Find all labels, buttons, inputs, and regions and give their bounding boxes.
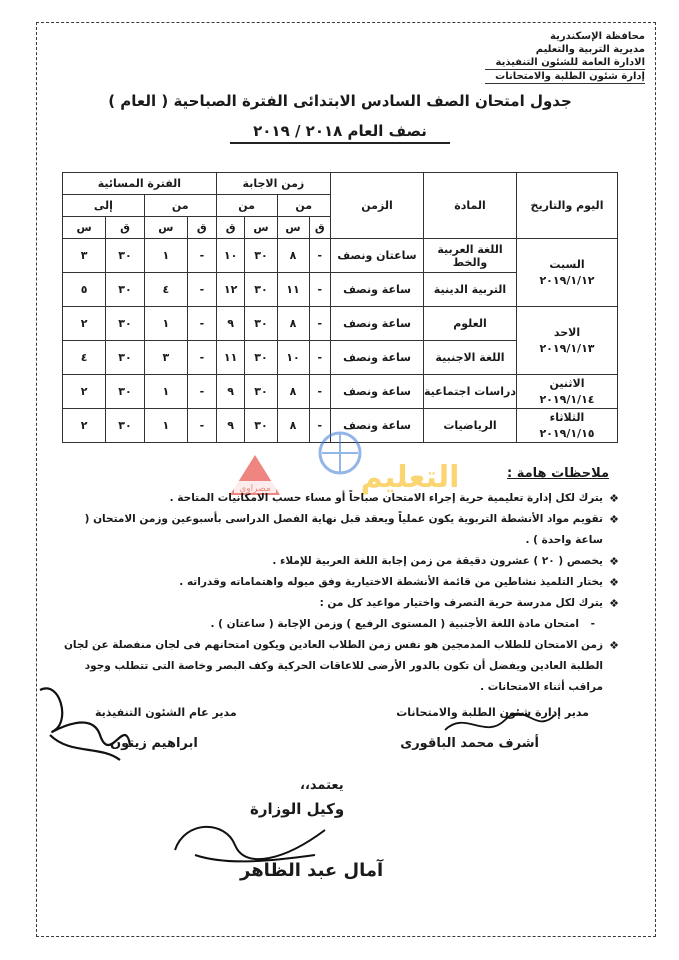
header-to: إلى — [63, 195, 145, 217]
header-line: الادارة العامة للشئون التنفيذية — [495, 57, 645, 68]
from-q-cell: - — [309, 273, 330, 307]
header-line: محافظة الإسكندرية — [550, 31, 645, 42]
day-cell — [517, 375, 618, 409]
from-q-cell: - — [309, 409, 330, 443]
ev-to-q-cell: ٣٠ — [106, 375, 144, 409]
header-line: مديرية التربية والتعليم — [535, 44, 645, 55]
from-q-cell: - — [309, 375, 330, 409]
to-s-cell: ٩ — [216, 375, 245, 409]
deputy-signature — [165, 810, 335, 870]
header-from: من — [144, 195, 216, 217]
ev-to-q-cell: ٣٠ — [106, 409, 144, 443]
ministry-header — [485, 30, 645, 84]
diamond-bullet-icon: ❖ — [609, 576, 619, 589]
from-q-cell: - — [309, 341, 330, 375]
to-q-cell: ٣٠ — [245, 273, 277, 307]
ev-from-s-cell: ١ — [144, 375, 187, 409]
header-q: ق — [309, 217, 330, 239]
day-name: الاحد — [553, 325, 581, 339]
diamond-bullet-icon: ❖ — [609, 639, 619, 652]
day-date: ٢٠١٩/١/١٢ — [539, 273, 595, 287]
note-item: ❖ يترك لكل إدارة تعليمية حرية إجراء الامتحان صباحاً أو مساء حسب الامكانيات المتاحة . — [59, 488, 619, 509]
right-signatory-name: أشرف محمد الباقورى — [400, 736, 539, 751]
from-s-cell: ١١ — [277, 273, 309, 307]
ev-from-s-cell: ١ — [144, 409, 187, 443]
diamond-bullet-icon: ❖ — [609, 513, 619, 526]
from-q-cell: - — [309, 239, 330, 273]
ev-from-q-cell: - — [187, 341, 216, 375]
note-subitem: - امتحان مادة اللغة الأجنبية ( المستوى الرفيع ) وزمن الإجابة ( ساعتان ) . — [59, 614, 619, 635]
from-s-cell: ٨ — [277, 409, 309, 443]
subject-cell: العلوم — [424, 307, 517, 341]
left-signatory-title: مدير عام الشئون التنفيذية — [95, 706, 237, 719]
header-from: من — [216, 195, 277, 217]
ev-to-s-cell: ٢ — [63, 409, 106, 443]
day-date: ٢٠١٩/١/١٥ — [539, 426, 595, 440]
ev-to-s-cell: ٢ — [63, 307, 106, 341]
deputy-title: وكيل الوزارة — [250, 800, 345, 818]
header-s: س — [63, 217, 106, 239]
ev-from-s-cell: ٣ — [144, 341, 187, 375]
duration-cell: ساعتان ونصف — [331, 239, 424, 273]
to-q-cell: ٣٠ — [245, 239, 277, 273]
header-q: س — [245, 217, 277, 239]
to-q-cell: ٣٠ — [245, 307, 277, 341]
day-cell — [517, 307, 618, 375]
left-signature — [30, 675, 140, 765]
table-row — [63, 239, 618, 273]
ev-from-q-cell: - — [187, 273, 216, 307]
watermark-text: التعليم — [360, 460, 460, 495]
ev-to-s-cell: ٣ — [63, 239, 106, 273]
day-name: الثلاثاء — [549, 410, 585, 424]
ev-from-q-cell: - — [187, 409, 216, 443]
day-name: السبت — [549, 257, 585, 271]
ev-from-q-cell: - — [187, 307, 216, 341]
day-cell — [517, 409, 618, 443]
diamond-bullet-icon: ❖ — [609, 555, 619, 568]
ev-to-s-cell: ٥ — [63, 273, 106, 307]
ev-to-s-cell: ٤ — [63, 341, 106, 375]
ev-from-s-cell: ٤ — [144, 273, 187, 307]
table-row — [63, 375, 618, 409]
ev-to-q-cell: ٣٠ — [106, 239, 144, 273]
dash-bullet-icon: - — [590, 618, 595, 630]
to-q-cell: ٣٠ — [245, 341, 277, 375]
header-evening: الفترة المسائية — [63, 173, 217, 195]
header-s: س — [144, 217, 187, 239]
to-s-cell: ٩ — [216, 307, 245, 341]
header-day: اليوم والتاريخ — [517, 173, 618, 239]
to-s-cell: ١٠ — [216, 239, 245, 273]
duration-cell: ساعة ونصف — [331, 409, 424, 443]
to-q-cell: ٣٠ — [245, 409, 277, 443]
right-signatory-title: مدير إدارة شئون الطلبة والامتحانات — [396, 706, 589, 719]
notes-title: ملاحظات هامة : — [507, 466, 609, 481]
duration-cell: ساعة ونصف — [331, 341, 424, 375]
subject-cell: اللغة العربية والخط — [424, 239, 517, 273]
subject-cell: الرياضيات — [424, 409, 517, 443]
diamond-bullet-icon: ❖ — [609, 597, 619, 610]
ev-to-q-cell: ٣٠ — [106, 307, 144, 341]
header-q: ق — [106, 217, 144, 239]
from-s-cell: ٨ — [277, 375, 309, 409]
day-date: ٢٠١٩/١/١٣ — [539, 341, 595, 355]
subject-cell: دراسات اجتماعية — [424, 375, 517, 409]
header-s: س — [277, 217, 309, 239]
ev-to-q-cell: ٣٠ — [106, 341, 144, 375]
note-item: ❖ زمن الامتحان للطلاب المدمجين هو نفس زمن الطلاب العادين ويكون امتحانهم فى لجان منفصلة عن لجان الطلبة العادين ويفضل أن تكون بالدور الأرضى للاعاقات الحركية وكف البصر وخاصة التى تتطلب وجود مراقب أثناء الامتحانات . — [59, 635, 619, 698]
duration-cell: ساعة ونصف — [331, 273, 424, 307]
subject-cell: التربية الدينية — [424, 273, 517, 307]
note-item: ❖ يترك لكل مدرسة حرية التصرف واختيار مواعيد كل من : — [59, 593, 619, 614]
header-q: ق — [187, 217, 216, 239]
notes-list — [59, 488, 619, 698]
from-s-cell: ٨ — [277, 307, 309, 341]
table-row — [63, 307, 618, 341]
header-from: من — [277, 195, 331, 217]
left-signatory-name: ابراهيم زيتون — [110, 736, 198, 751]
ev-from-q-cell: - — [187, 239, 216, 273]
from-s-cell: ١٠ — [277, 341, 309, 375]
ev-from-q-cell: - — [187, 375, 216, 409]
ev-from-s-cell: ١ — [144, 307, 187, 341]
duration-cell: ساعة ونصف — [331, 307, 424, 341]
diamond-bullet-icon: ❖ — [609, 492, 619, 505]
to-s-cell: ١٢ — [216, 273, 245, 307]
ev-from-s-cell: ١ — [144, 239, 187, 273]
day-name: الاثنين — [549, 376, 585, 390]
watermark-brand: مصراوي — [239, 484, 271, 494]
header-s: ق — [216, 217, 245, 239]
to-s-cell: ٩ — [216, 409, 245, 443]
subject-cell: اللغة الاجنبية — [424, 341, 517, 375]
to-q-cell: ٣٠ — [245, 375, 277, 409]
duration-cell: ساعة ونصف — [331, 375, 424, 409]
day-cell — [517, 239, 618, 307]
right-signature — [440, 705, 560, 745]
header-duration: الزمن — [331, 173, 424, 239]
approval-text: يعتمد،، — [300, 778, 344, 793]
from-q-cell: - — [309, 307, 330, 341]
ev-to-q-cell: ٣٠ — [106, 273, 144, 307]
day-date: ٢٠١٩/١/١٤ — [539, 392, 595, 406]
note-item: ❖ يخصص ( ٢٠ ) عشرون دقيقة من زمن إجابة اللغة العربية للإملاء . — [59, 551, 619, 572]
to-s-cell: ١١ — [216, 341, 245, 375]
header-line: إدارة شئون الطلبة والامتحانات — [485, 69, 645, 84]
note-item: ❖ تقويم مواد الأنشطة التربوية يكون عملياً ويعقد قبل نهاية الفصل الدراسى بأسبوعين وزمن الامتحان ( ساعة واحدة ) . — [59, 509, 619, 551]
page-title: جدول امتحان الصف السادس الابتدائى الفترة الصباحية ( العام ) — [108, 92, 572, 110]
deputy-name: آمال عبد الظاهر — [240, 860, 384, 881]
from-s-cell: ٨ — [277, 239, 309, 273]
exam-schedule-table — [62, 172, 618, 443]
header-answer-time: زمن الاجابة — [216, 173, 330, 195]
ev-to-s-cell: ٢ — [63, 375, 106, 409]
note-item: ❖ يختار التلميذ نشاطين من قائمة الأنشطة الاختيارية وفق ميوله واهتماماته وقدراته . — [59, 572, 619, 593]
page-subtitle: نصف العام ٢٠١٨ / ٢٠١٩ — [230, 122, 450, 144]
header-subject: المادة — [424, 173, 517, 239]
